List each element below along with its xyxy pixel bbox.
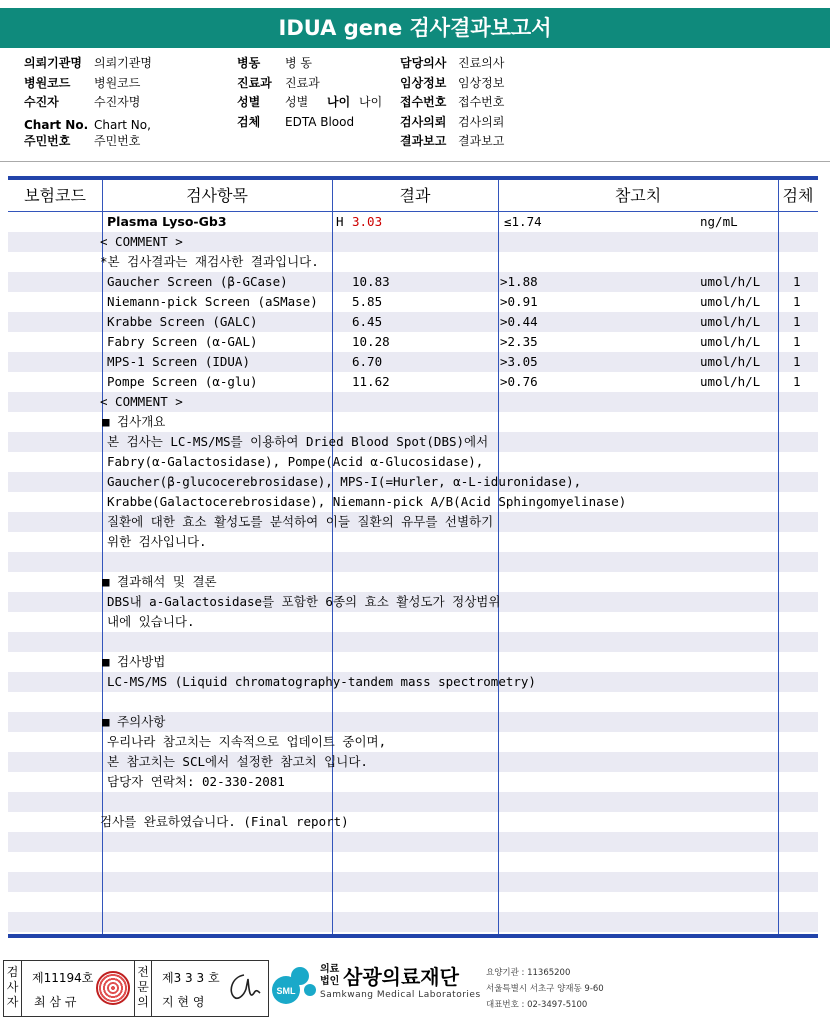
- reference-range: >0.91: [500, 294, 538, 309]
- unit: umol/h/L: [700, 334, 761, 349]
- info-label: 검사의뢰: [400, 114, 447, 129]
- info-label: 접수번호: [400, 95, 447, 109]
- col-header-insurance-code: 보험코드: [24, 186, 86, 205]
- recheck-note: *본 검사결과는 재검사한 결과입니다.: [100, 254, 319, 269]
- info-label: 의뢰기관명: [24, 56, 82, 70]
- tester-label: 검사자: [4, 961, 22, 1016]
- col-header-test-item: 검사항목: [186, 186, 248, 205]
- comment-line: 질환에 대한 효소 활성도를 분석하여 이들 질환의 유무를 선별하기: [107, 514, 494, 529]
- unit: ng/mL: [700, 214, 738, 229]
- table-row: [0, 312, 830, 332]
- section-heading: ■ 검사방법: [102, 654, 166, 669]
- info-label: 결과보고: [400, 134, 447, 148]
- comment-line: Krabbe(Galactocerebrosidase), Niemann-pick A/B(Acid Sphingomyelinase): [107, 494, 627, 509]
- info-value: 수진자명: [94, 95, 141, 109]
- sml-logo-icon: [270, 962, 318, 1006]
- result-value: 6.70: [352, 354, 383, 369]
- unit: umol/h/L: [700, 274, 761, 289]
- info-label: 검체: [237, 114, 261, 129]
- table-row: [0, 252, 830, 272]
- section-heading: ■ 주의사항: [102, 714, 166, 729]
- info-value: 진료의사: [458, 56, 505, 70]
- reference-range: ≤1.74: [504, 214, 542, 229]
- comment-label: < COMMENT >: [100, 394, 183, 409]
- test-name: Fabry Screen (α-GAL): [107, 334, 258, 349]
- info-label: 병원코드: [24, 75, 71, 90]
- info-label: Chart No.: [24, 117, 89, 132]
- comment-line: 우리나라 참고치는 지속적으로 업데이트 중이며,: [107, 734, 387, 749]
- info-value: 의뢰기관명: [94, 56, 152, 70]
- test-name: Plasma Lyso-Gb3: [107, 214, 227, 229]
- comment-line: 담당자 연락처: 02-330-2081: [107, 774, 285, 789]
- info-value: EDTA Blood: [285, 114, 355, 129]
- signature-box: [3, 960, 269, 1017]
- test-name: MPS-1 Screen (IDUA): [107, 354, 250, 369]
- reference-range: >1.88: [500, 274, 538, 289]
- result-value: 5.85: [352, 294, 383, 309]
- col-header-specimen: 검체: [782, 186, 814, 205]
- info-value: 검사의뢰: [458, 114, 505, 129]
- comment-line: Gaucher(β-glucocerebrosidase), MPS-I(=Hurler, α-L-iduronidase),: [107, 474, 582, 489]
- result-flag: H: [336, 214, 344, 229]
- test-name: Krabbe Screen (GALC): [107, 314, 258, 329]
- info-label: 임상정보: [400, 75, 447, 90]
- specimen-code: 1: [793, 314, 801, 329]
- info-value: 주민번호: [94, 134, 141, 148]
- logo-text: 삼광의료재단: [343, 965, 459, 989]
- result-value: 10.83: [352, 274, 390, 289]
- section-heading: ■ 결과해석 및 결론: [102, 574, 217, 589]
- table-row: [0, 212, 830, 232]
- comment-label: < COMMENT >: [100, 234, 183, 249]
- table-top-rule: [8, 176, 818, 180]
- info-column-patient: [24, 54, 152, 152]
- info-label: 담당의사: [400, 56, 447, 70]
- reference-range: >2.35: [500, 334, 538, 349]
- info-value: Chart No,: [94, 117, 151, 132]
- unit: umol/h/L: [700, 314, 761, 329]
- org-address: 서울특별시 서초구 양재동 9-60: [486, 984, 604, 994]
- info-label: 주민번호: [24, 134, 71, 148]
- table-row: [0, 232, 830, 252]
- reference-range: >3.05: [500, 354, 538, 369]
- logo-subtitle: Samkwang Medical Laboratories: [320, 990, 481, 1000]
- unit: umol/h/L: [700, 294, 761, 309]
- test-name: Pompe Screen (α-glu): [107, 374, 258, 389]
- info-value: 접수번호: [458, 95, 505, 109]
- result-value: 3.03: [352, 214, 383, 229]
- result-value: 10.28: [352, 334, 390, 349]
- info-value: 진료과: [285, 75, 320, 90]
- report-title: IDUA gene 검사결과보고서: [0, 8, 830, 48]
- table-row: [0, 292, 830, 312]
- comment-line: 본 검사는 LC-MS/MS를 이용하여 Dried Blood Spot(DBS)에서: [107, 434, 489, 449]
- result-value: 11.62: [352, 374, 390, 389]
- table-row: [0, 332, 830, 352]
- final-note: 검사를 완료하였습니다. (Final report): [100, 814, 349, 829]
- comment-line: LC-MS/MS (Liquid chromatography-tandem mass spectrometry): [107, 674, 536, 689]
- info-value: 병원코드: [94, 75, 141, 90]
- logo-badge-text: SML: [276, 986, 296, 996]
- org-code: 요양기관 : 11365200: [486, 968, 571, 978]
- test-name: Gaucher Screen (β-GCase): [107, 274, 288, 289]
- info-label: 수진자: [24, 95, 59, 109]
- specimen-code: 1: [793, 274, 801, 289]
- header-divider: [0, 161, 830, 162]
- table-bottom-rule: [8, 934, 818, 938]
- table-row: [0, 352, 830, 372]
- unit: umol/h/L: [700, 374, 761, 389]
- org-info: [486, 965, 604, 1013]
- section-heading: ■ 검사개요: [102, 414, 166, 429]
- test-name: Niemann-pick Screen (aSMase): [107, 294, 318, 309]
- info-value: 임상정보: [458, 75, 505, 90]
- table-row: [0, 272, 830, 292]
- comment-line: 내에 있습니다.: [107, 614, 195, 629]
- table-row: [0, 392, 830, 412]
- specimen-code: 1: [793, 294, 801, 309]
- info-label: 성별: [237, 95, 261, 109]
- info-label: 나이: [327, 95, 351, 109]
- tester-seal-icon: [96, 971, 130, 1005]
- specialist-name: 지 현 영: [162, 995, 205, 1009]
- unit: umol/h/L: [700, 354, 761, 369]
- comment-line: Fabry(α-Galactosidase), Pompe(Acid α-Glucosidase),: [107, 454, 484, 469]
- info-column-ward: [237, 54, 382, 132]
- info-value: 병 동: [285, 56, 312, 70]
- specimen-code: 1: [793, 334, 801, 349]
- info-value: 나이: [359, 95, 383, 109]
- specimen-code: 1: [793, 374, 801, 389]
- signature-icon: [222, 969, 264, 1005]
- info-label: 병동: [237, 56, 261, 70]
- specimen-code: 1: [793, 354, 801, 369]
- comment-line: 본 참고치는 SCL에서 설정한 참고치 입니다.: [107, 754, 368, 769]
- comment-line: DBS내 a-Galactosidase를 포함한 6종의 효소 활성도가 정상범위: [107, 594, 501, 609]
- tester-number: 제11194호: [32, 971, 94, 985]
- specialist-number: 제3 3 3 호: [162, 971, 220, 985]
- org-phone: 대표번호 : 02-3497-5100: [486, 1000, 588, 1010]
- info-column-doctor: [400, 54, 504, 152]
- info-label: 진료과: [237, 75, 272, 90]
- logo-prefix: 의료 법인: [320, 964, 340, 987]
- reference-range: >0.44: [500, 314, 538, 329]
- result-value: 6.45: [352, 314, 383, 329]
- tester-name: 최 삼 규: [34, 995, 77, 1009]
- info-value: 결과보고: [458, 134, 505, 148]
- col-header-result: 결과: [399, 186, 431, 205]
- comment-line: 위한 검사입니다.: [107, 534, 207, 549]
- col-header-reference: 참고치: [614, 186, 662, 205]
- table-row: [0, 372, 830, 392]
- reference-range: >0.76: [500, 374, 538, 389]
- info-value: 성별: [285, 95, 309, 109]
- specialist-label: 전문의: [134, 961, 152, 1016]
